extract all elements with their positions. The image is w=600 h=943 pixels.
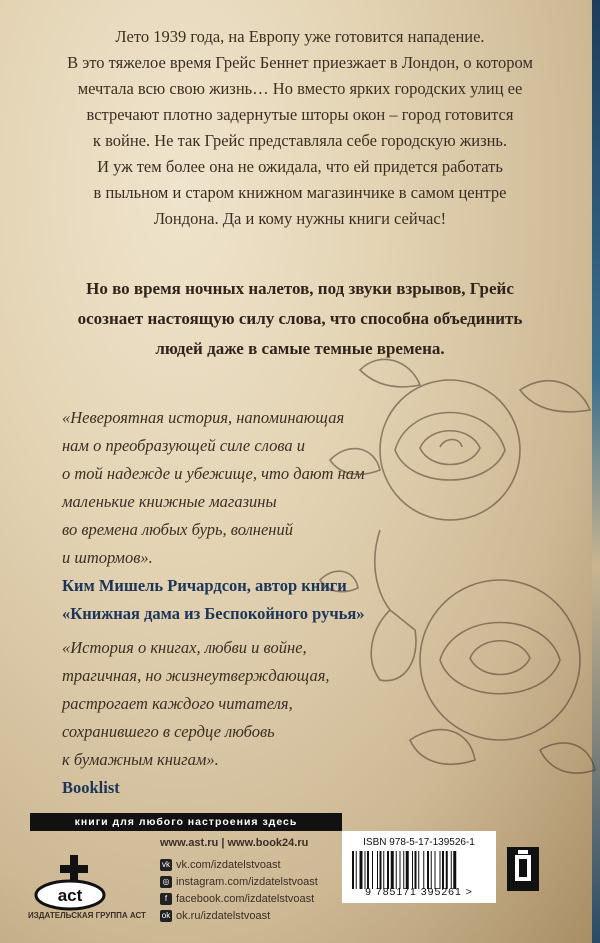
quote-author-book: «Книжная дама из Беспокойного ручья» — [62, 604, 365, 623]
synopsis-line: В это тяжелое время Грейс Беннет приезжает в Лондон, о котором — [67, 53, 533, 72]
social-link-instagram[interactable] — [160, 874, 318, 891]
lantern-icon — [505, 845, 541, 893]
barcode-bar — [446, 851, 448, 889]
barcode-bar — [372, 851, 373, 889]
quote-line: нам о преобразующей силе слова и — [62, 436, 306, 455]
review-quote-1 — [62, 404, 422, 628]
quote-line: к бумажным книгам». — [62, 750, 219, 769]
barcode-bar — [427, 851, 429, 889]
instagram-icon: ◎ — [160, 876, 172, 888]
highlight-line: осознает настоящую силу слова, что способна объединить — [77, 309, 523, 328]
social-link-facebook[interactable] — [160, 891, 318, 908]
quote-line: маленькие книжные магазины — [62, 492, 277, 511]
synopsis-line: мечтала всю свою жизнь… Но вместо ярких городских улиц ее — [77, 79, 523, 98]
quote-line: «История о книгах, любви и войне, — [62, 638, 307, 657]
quote-author: Ким Мишель Ричардсон, автор книги — [62, 576, 347, 595]
barcode-bar — [400, 851, 401, 889]
barcode-bar — [360, 851, 363, 889]
social-link-text: instagram.com/izdatelstvoast — [176, 876, 318, 888]
quote-line: «Невероятная история, напоминающая — [62, 408, 345, 427]
isbn-label: ISBN 978-5-17-139526-1 — [363, 837, 475, 848]
barcode-bar — [442, 851, 444, 889]
barcode-bar — [403, 851, 404, 889]
quote-line: о той надежде и убежище, что дают нам — [62, 464, 365, 483]
barcode-bar — [418, 851, 419, 889]
publisher-websites[interactable]: www.ast.ru | www.book24.ru — [160, 837, 309, 849]
barcode-digits: 9 785171 395261 > — [365, 886, 473, 898]
quote-line: растрогает каждого читателя, — [62, 694, 293, 713]
highlight-line: Но во время ночных налетов, под звуки взрывов, Грейс — [86, 279, 514, 298]
barcode-bar — [365, 851, 366, 889]
logo-text: act — [57, 886, 83, 905]
barcode-bar — [415, 851, 417, 889]
barcode-bar — [406, 851, 409, 889]
barcode-bar — [356, 851, 357, 889]
synopsis-line: Лондона. Да и кому нужны книги сейчас! — [153, 209, 447, 228]
barcode-bar — [367, 851, 369, 889]
social-link-ok[interactable] — [160, 908, 318, 925]
barcode-bar — [423, 851, 424, 889]
quote-line: и штормов». — [62, 548, 153, 567]
barcode-bar — [440, 851, 441, 889]
synopsis — [30, 24, 570, 232]
barcode-bars — [352, 851, 486, 889]
barcode-bar — [352, 851, 354, 889]
barcode-bar — [396, 851, 397, 889]
barcode-bar — [377, 851, 378, 889]
facebook-icon: f — [160, 893, 172, 905]
barcode-bar — [391, 851, 394, 889]
social-links — [160, 857, 318, 925]
barcode-bar — [383, 851, 384, 889]
quote-line: трагичная, но жизнеутверждающая, — [62, 666, 330, 685]
social-link-text: vk.com/izdatelstvoast — [176, 859, 281, 871]
quote-line: сохранившего в сердце любовь — [62, 722, 275, 741]
review-quote-2 — [62, 634, 422, 802]
barcode-bar — [431, 851, 432, 889]
synopsis-line: встречают плотно задернутые шторы окон – город готовится — [86, 105, 514, 124]
barcode — [342, 831, 496, 903]
highlight-line: людей даже в самые темные времена. — [155, 339, 445, 358]
quote-author: Booklist — [62, 778, 120, 797]
barcode-bar — [387, 851, 389, 889]
vk-icon: vk — [162, 860, 170, 870]
quote-line: во времена любых бурь, волнений — [62, 520, 293, 539]
synopsis-line: И уж тем более она не ожидала, что ей придется работать — [97, 157, 503, 176]
synopsis-line: к войне. Не так Грейс представляла себе городскую жизнь. — [92, 131, 508, 150]
synopsis-line: Лето 1939 года, на Европу уже готовится нападение. — [115, 27, 485, 46]
social-link-vk[interactable] — [160, 857, 318, 874]
barcode-bar — [435, 851, 436, 889]
publisher-name: ИЗДАТЕЛЬСКАЯ ГРУППА АСТ — [28, 911, 146, 920]
tagline-bar: книги для любого настроения здесь — [30, 813, 342, 831]
social-link-text: facebook.com/izdatelstvoast — [176, 893, 315, 905]
barcode-bar — [412, 851, 413, 889]
synopsis-highlight — [30, 274, 570, 364]
synopsis-line: в пыльном и старом книжном магазинчике в самом центре — [93, 183, 507, 202]
barcode-bar — [451, 851, 452, 889]
barcode-bar — [380, 851, 382, 889]
ok-icon: ok — [161, 911, 171, 921]
barcode-bar — [453, 851, 456, 889]
publisher-footer — [0, 831, 600, 943]
ast-logo-icon — [30, 851, 110, 911]
social-link-text: ok.ru/izdatelstvoast — [176, 910, 271, 922]
